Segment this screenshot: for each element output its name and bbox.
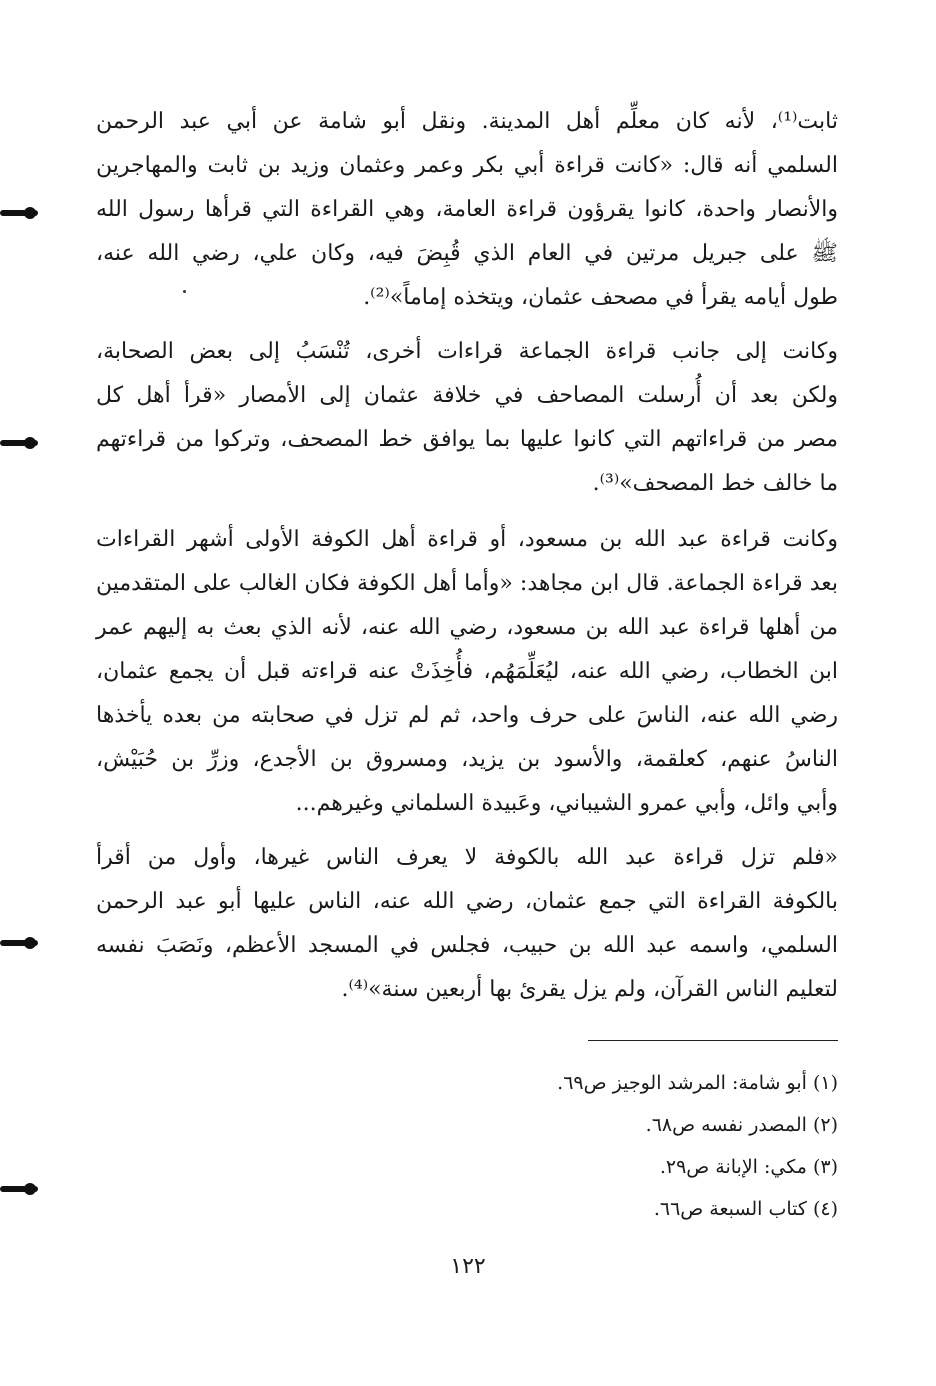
footnote-2: (٢) المصدر نفسه ص٦٨. — [645, 1114, 838, 1136]
text-line: بالكوفة القراءة التي جمع عثمان، رضي الله عنه، الناس عليها أبو عبد الرحمن — [96, 889, 838, 914]
binding-mark — [0, 1186, 38, 1192]
text-line: طول أيامه يقرأ في مصحف عثمان، ويتخذه إماماً»⁽²⁾. — [363, 285, 838, 310]
footnotes — [238, 1062, 838, 1230]
paragraph-4 — [96, 836, 838, 1012]
text-line: الناسُ عنهم، كعلقمة، والأسود بن يزيد، ومسروق بن الأجدع، وزرِّ بن حُبَيْش، — [96, 747, 838, 772]
text-line: ولكن بعد أن أُرسلت المصاحف في خلافة عثمان إلى الأمصار «قرأ أهل كل — [96, 383, 838, 408]
text-line: مصر من قراءاتهم التي كانوا عليها بما يوافق خط المصحف، وتركوا من قراءتهم — [96, 427, 838, 452]
text-line: بعد قراءة الجماعة. قال ابن مجاهد: «وأما أهل الكوفة فكان الغالب على المتقدمين — [96, 571, 838, 596]
text-line: ﷺ على جبريل مرتين في العام الذي قُبِضَ فيه، وكان علي، رضي الله عنه، — [96, 241, 838, 266]
scan-speck — [183, 290, 186, 293]
text-line: وكانت قراءة عبد الله بن مسعود، أو قراءة أهل الكوفة الأولى أشهر القراءات — [96, 527, 838, 552]
footnote-1: (١) أبو شامة: المرشد الوجيز ص٦٩. — [557, 1072, 838, 1094]
text-line: ابن الخطاب، رضي الله عنه، ليُعَلِّمَهُم، فأُخِذَتْ عنه قراءته قبل أن يجمع عثمان، — [96, 659, 838, 684]
binding-mark — [0, 440, 38, 446]
text-line: السلمي، واسمه عبد الله بن حبيب، فجلس في المسجد الأعظم، ونَصَبَ نفسه — [96, 933, 838, 958]
footnote-4: (٤) كتاب السبعة ص٦٦. — [653, 1198, 838, 1220]
text-line: والأنصار واحدة، كانوا يقرؤون قراءة العامة، وهي القراءة التي قرأها رسول الله — [96, 197, 838, 222]
paragraph-3 — [96, 518, 838, 826]
page-number: ١٢٢ — [450, 1254, 486, 1279]
text-line: من أهلها قراءة عبد الله بن مسعود، رضي الله عنه، لأنه الذي بعث به إليهم عمر — [96, 615, 838, 640]
footnote-3: (٣) مكي: الإبانة ص٢٩. — [659, 1156, 838, 1178]
binding-mark — [0, 940, 38, 946]
footnote-divider — [588, 1040, 838, 1041]
text-line: وأبي وائل، وأبي عمرو الشيباني، وعَبيدة السلماني وغيرهم... — [295, 791, 838, 816]
paragraph-1 — [96, 100, 838, 320]
paragraph-2 — [96, 330, 838, 506]
text-line: ثابت⁽¹⁾، لأنه كان معلِّم أهل المدينة. ونقل أبو شامة عن أبي عبد الرحمن — [96, 109, 838, 134]
text-line: لتعليم الناس القرآن، ولم يزل يقرئ بها أربعين سنة»⁽⁴⁾. — [341, 977, 838, 1002]
text-line: «فلم تزل قراءة عبد الله بالكوفة لا يعرف الناس غيرها، وأول من أقرأ — [96, 845, 838, 870]
text-line: رضي الله عنه، الناسَ على حرف واحد، ثم لم تزل في صحابته من بعده يأخذها — [96, 703, 838, 728]
text-line: وكانت إلى جانب قراءة الجماعة قراءات أخرى، تُنْسَبُ إلى بعض الصحابة، — [96, 339, 838, 364]
text-line: السلمي أنه قال: «كانت قراءة أبي بكر وعمر وعثمان وزيد بن ثابت والمهاجرين — [96, 153, 838, 178]
binding-mark — [0, 210, 38, 216]
text-line: ما خالف خط المصحف»⁽³⁾. — [592, 471, 838, 496]
